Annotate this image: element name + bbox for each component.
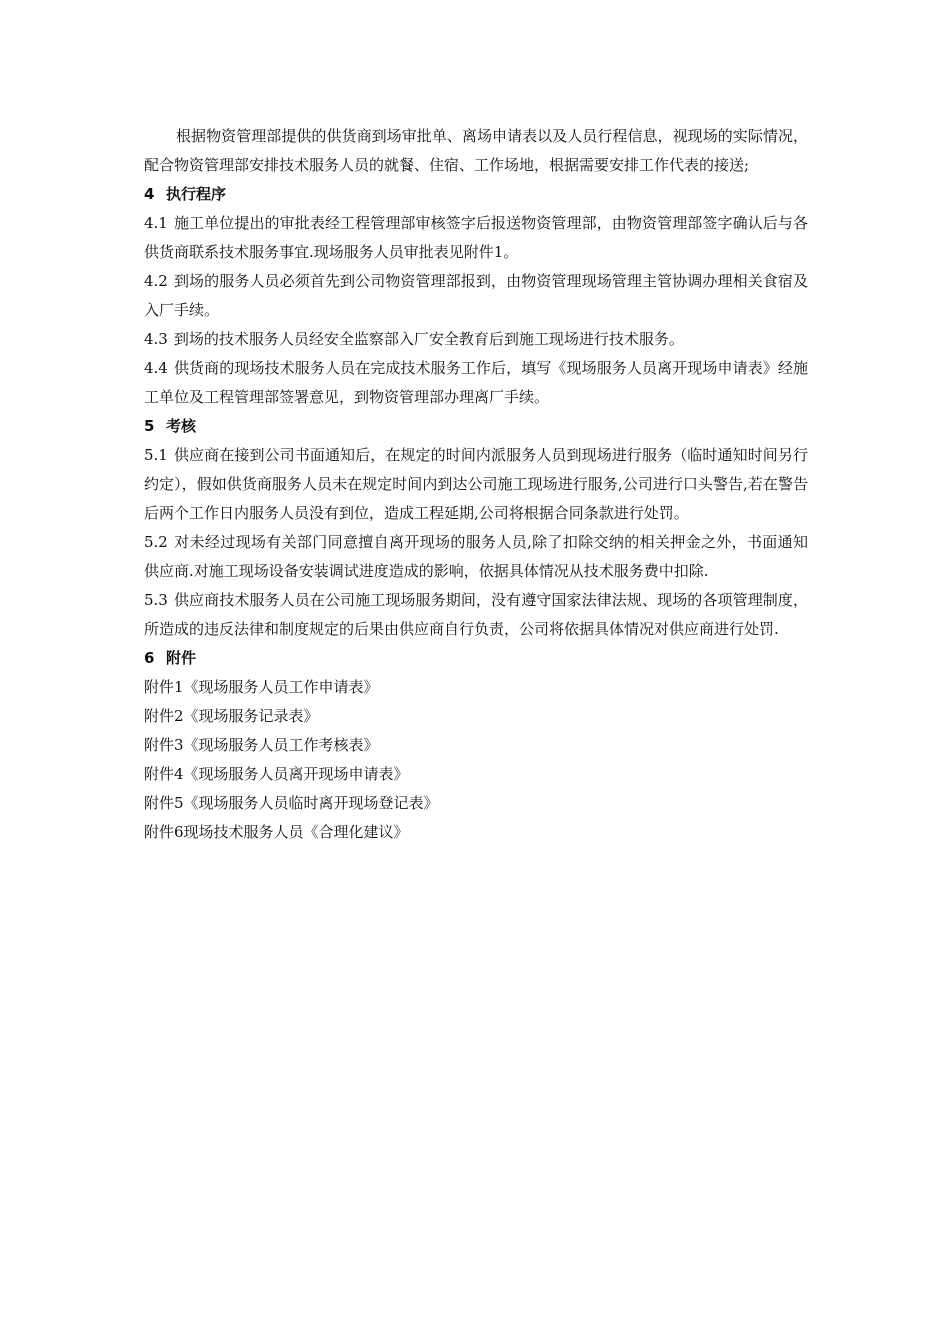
clause-4-1 xyxy=(144,209,808,267)
clause-number: 4.3 xyxy=(144,330,168,348)
clause-number: 4.1 xyxy=(144,214,168,232)
clause-text: 施工单位提出的审批表经工程管理部审核签字后报送物资管理部，由物资管理部签字确认后与各供货商联系技术服务事宜.现场服务人员审批表见附件1。 xyxy=(144,214,808,261)
attachment-2: 附件2《现场服务记录表》 xyxy=(144,707,319,725)
intro-paragraph: 根据物资管理部提供的供货商到场审批单、离场申请表以及人员行程信息，视现场的实际情况，配合物资管理部安排技术服务人员的就餐、住宿、工作场地，根据需要安排工作代表的接送; xyxy=(144,127,808,174)
clause-number: 4.2 xyxy=(144,272,168,290)
attachment-6: 附件6现场技术服务人员《合理化建议》 xyxy=(144,823,409,841)
attachment-5: 附件5《现场服务人员临时离开现场登记表》 xyxy=(144,794,439,812)
clause-number: 5.1 xyxy=(144,446,168,464)
attachment-1: 附件1《现场服务人员工作申请表》 xyxy=(144,678,379,696)
clause-text: 到场的技术服务人员经安全监察部入厂安全教育后到施工现场进行技术服务。 xyxy=(173,330,684,348)
section-6-heading xyxy=(144,644,808,673)
section-4-heading xyxy=(144,180,808,209)
section-5-heading xyxy=(144,412,808,441)
section-title: 考核 xyxy=(166,417,197,435)
clause-4-4 xyxy=(144,354,808,412)
clause-5-3 xyxy=(144,586,808,644)
clause-number: 4.4 xyxy=(144,359,168,377)
clause-text: 对未经过现场有关部门同意擅自离开现场的服务人员,除了扣除交纳的相关押金之外，书面通知供应商.对施工现场设备安装调试进度造成的影响，依据具体情况从技术服务费中扣除. xyxy=(144,533,808,580)
clause-5-2 xyxy=(144,528,808,586)
section-number: 4 xyxy=(144,185,155,203)
clause-text: 到场的服务人员必须首先到公司物资管理部报到，由物资管理现场管理主管协调办理相关食宿及入厂手续。 xyxy=(144,272,808,319)
clause-4-2 xyxy=(144,267,808,325)
section-number: 6 xyxy=(144,649,155,667)
clause-text: 供应商技术服务人员在公司施工现场服务期间，没有遵守国家法律法规、现场的各项管理制度，所造成的违反法律和制度规定的后果由供应商自行负责，公司将依据具体情况对供应商进行处罚. xyxy=(144,591,808,638)
clause-text: 供货商的现场技术服务人员在完成技术服务工作后，填写《现场服务人员离开现场申请表》经施工单位及工程管理部签署意见，到物资管理部办理离厂手续。 xyxy=(144,359,808,406)
clause-5-1 xyxy=(144,441,808,528)
clause-number: 5.3 xyxy=(144,591,168,609)
clause-text: 供应商在接到公司书面通知后，在规定的时间内派服务人员到现场进行服务（临时通知时间另行约定），假如供货商服务人员未在规定时间内到达公司施工现场进行服务,公司进行口头警告,若在警告后两个工作日内服务人员没有到位，造成工程延期,公司将根据合同条款进行处罚。 xyxy=(144,446,808,522)
document-body xyxy=(144,122,808,847)
clause-number: 5.2 xyxy=(144,533,168,551)
section-title: 附件 xyxy=(166,649,197,667)
attachment-4: 附件4《现场服务人员离开现场申请表》 xyxy=(144,765,409,783)
clause-4-3 xyxy=(144,325,808,354)
section-number: 5 xyxy=(144,417,155,435)
section-title: 执行程序 xyxy=(166,185,227,203)
attachment-3: 附件3《现场服务人员工作考核表》 xyxy=(144,736,379,754)
